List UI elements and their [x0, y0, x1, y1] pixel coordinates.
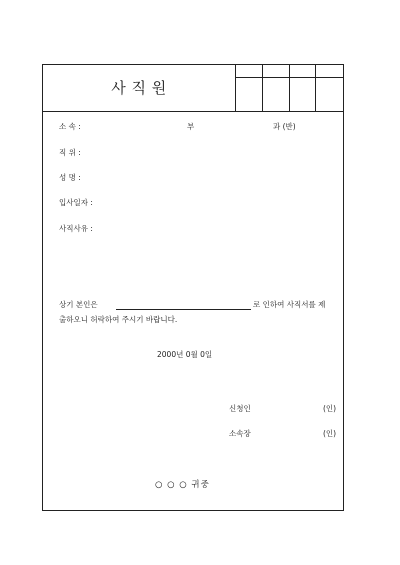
resignation-form [42, 64, 344, 511]
reason-label: 사직사유 : [59, 224, 93, 233]
date-line: 2000년 0월 0일 [157, 350, 213, 359]
affiliation-section: 과 (반) [273, 122, 296, 131]
join-date-label: 입사일자 : [59, 198, 93, 207]
applicant-label: 신청인 [229, 404, 251, 413]
approval-sign-cell[interactable] [263, 78, 290, 111]
applicant-seal[interactable]: (인) [323, 404, 337, 413]
approval-header-cell [236, 65, 263, 78]
affiliation-dept: 부 [187, 122, 195, 131]
statement-line2: 출하오니 허락하여 주시기 바랍니다. [59, 315, 178, 324]
approval-header-cell [316, 65, 343, 78]
manager-seal[interactable]: (인) [323, 429, 337, 438]
approval-sign-cell[interactable] [236, 78, 263, 111]
position-label: 직 위 : [59, 148, 81, 157]
addressee: ○ ○ ○ 귀중 [155, 480, 210, 490]
approval-sign-cell[interactable] [316, 78, 343, 111]
approval-box [235, 65, 343, 111]
reason-blank-line[interactable] [116, 309, 251, 310]
form-title: 사 직 원 [111, 79, 167, 97]
name-label: 성 명 : [59, 173, 81, 182]
manager-label: 소속장 [229, 429, 251, 438]
approval-sign-cell[interactable] [290, 78, 317, 111]
approval-header-cell [263, 65, 290, 78]
statement-prefix: 상기 본인은 [59, 300, 98, 309]
approval-header-cell [290, 65, 317, 78]
form-header [43, 65, 343, 112]
affiliation-label: 소 속 : [59, 122, 81, 131]
statement-suffix: 로 인하여 사직서를 제 [253, 300, 326, 309]
